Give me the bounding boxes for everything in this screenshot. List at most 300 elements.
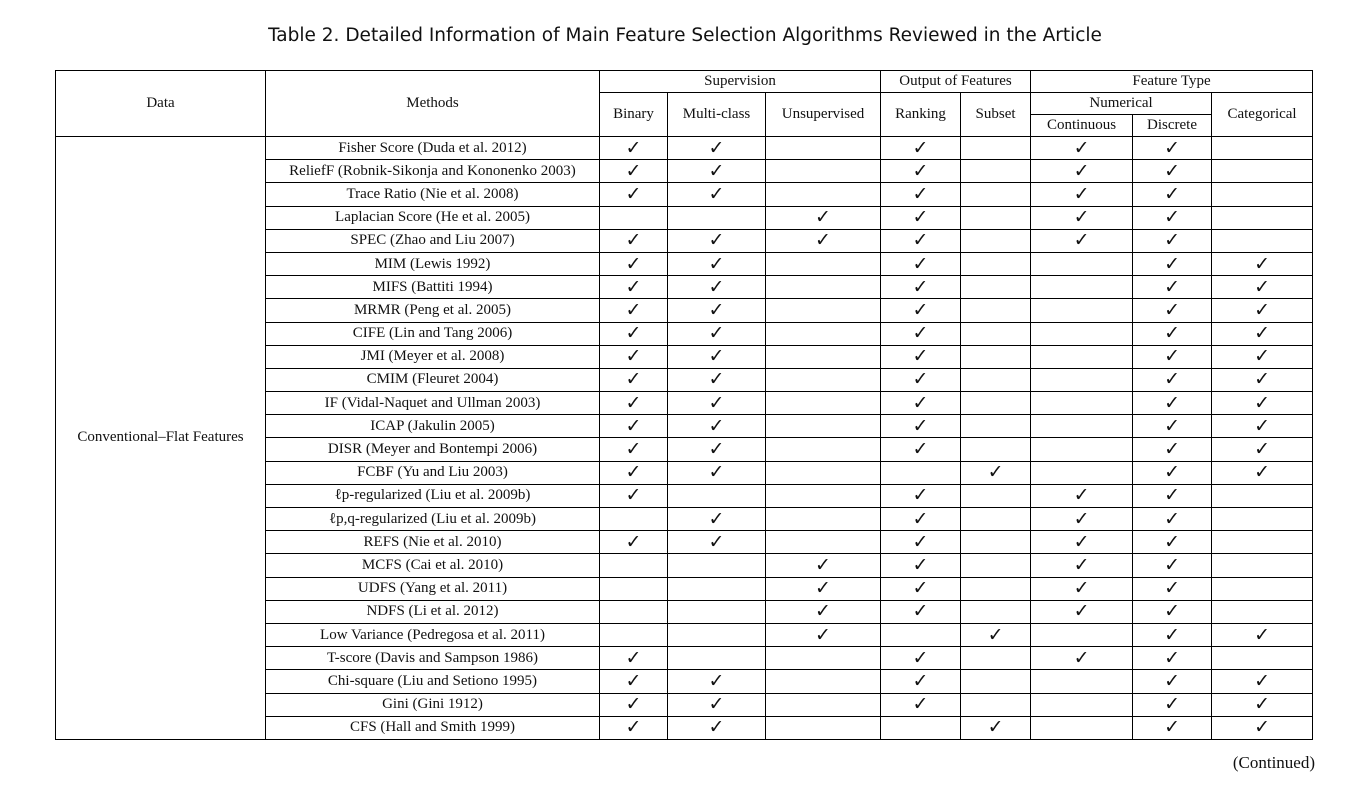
checkmark-icon: ✓ xyxy=(815,577,831,600)
method-cell: NDFS (Li et al. 2012) xyxy=(266,600,600,623)
cell-ranking xyxy=(881,484,961,507)
checkmark-icon: ✓ xyxy=(912,414,929,437)
checkmark-icon: ✓ xyxy=(1254,322,1270,345)
method-cell: UDFS (Yang et al. 2011) xyxy=(266,577,600,600)
header-methods: Methods xyxy=(266,71,600,137)
checkmark-icon: ✓ xyxy=(1164,693,1180,716)
cell-discrete xyxy=(1133,461,1212,484)
cell-categorical xyxy=(1212,716,1313,739)
cell-subset xyxy=(961,415,1031,438)
cell-multiclass xyxy=(668,229,766,252)
checkmark-icon: ✓ xyxy=(708,182,725,205)
checkmark-icon: ✓ xyxy=(625,391,642,414)
cell-discrete xyxy=(1133,647,1212,670)
data-group-cell: Conventional–Flat Features xyxy=(56,137,266,740)
checkmark-icon: ✓ xyxy=(625,530,642,553)
table-row xyxy=(56,137,1313,160)
checkmark-icon: ✓ xyxy=(1164,159,1180,182)
checkmark-icon: ✓ xyxy=(912,252,929,275)
cell-multiclass xyxy=(668,415,766,438)
checkmark-icon: ✓ xyxy=(708,368,725,391)
cell-continuous xyxy=(1031,647,1133,670)
cell-multiclass xyxy=(668,137,766,160)
cell-subset xyxy=(961,716,1031,739)
cell-multiclass xyxy=(668,647,766,670)
cell-ranking xyxy=(881,716,961,739)
cell-continuous xyxy=(1031,670,1133,693)
checkmark-icon: ✓ xyxy=(708,693,725,716)
cell-categorical xyxy=(1212,693,1313,716)
cell-continuous xyxy=(1031,623,1133,646)
cell-binary xyxy=(600,508,668,531)
checkmark-icon: ✓ xyxy=(912,206,929,229)
cell-multiclass xyxy=(668,345,766,368)
method-cell: MIM (Lewis 1992) xyxy=(266,252,600,275)
cell-categorical xyxy=(1212,160,1313,183)
checkmark-icon: ✓ xyxy=(912,600,929,623)
cell-binary xyxy=(600,345,668,368)
checkmark-icon: ✓ xyxy=(625,693,642,716)
header-supervision: Supervision xyxy=(600,71,881,93)
checkmark-icon: ✓ xyxy=(912,484,929,507)
checkmark-icon: ✓ xyxy=(1254,298,1270,321)
checkmark-icon: ✓ xyxy=(1073,182,1090,205)
cell-binary xyxy=(600,554,668,577)
checkmark-icon: ✓ xyxy=(1254,669,1270,692)
cell-subset xyxy=(961,508,1031,531)
checkmark-icon: ✓ xyxy=(1164,461,1180,484)
cell-unsupervised xyxy=(766,276,881,299)
checkmark-icon: ✓ xyxy=(1073,159,1090,182)
cell-binary xyxy=(600,647,668,670)
cell-continuous xyxy=(1031,531,1133,554)
cell-discrete xyxy=(1133,600,1212,623)
checkmark-icon: ✓ xyxy=(708,136,725,159)
continued-note: (Continued) xyxy=(1232,753,1315,772)
method-cell: SPEC (Zhao and Liu 2007) xyxy=(266,229,600,252)
cell-binary xyxy=(600,392,668,415)
cell-categorical xyxy=(1212,229,1313,252)
checkmark-icon: ✓ xyxy=(1073,577,1090,600)
cell-continuous xyxy=(1031,299,1133,322)
cell-subset xyxy=(961,368,1031,391)
cell-continuous xyxy=(1031,554,1133,577)
cell-categorical xyxy=(1212,415,1313,438)
cell-categorical xyxy=(1212,438,1313,461)
cell-unsupervised xyxy=(766,160,881,183)
cell-unsupervised xyxy=(766,392,881,415)
cell-continuous xyxy=(1031,693,1133,716)
cell-continuous xyxy=(1031,461,1133,484)
cell-subset xyxy=(961,647,1031,670)
cell-subset xyxy=(961,484,1031,507)
checkmark-icon: ✓ xyxy=(708,345,725,368)
cell-categorical xyxy=(1212,392,1313,415)
cell-multiclass xyxy=(668,276,766,299)
cell-continuous xyxy=(1031,137,1133,160)
checkmark-icon: ✓ xyxy=(912,693,929,716)
method-cell: REFS (Nie et al. 2010) xyxy=(266,531,600,554)
checkmark-icon: ✓ xyxy=(625,716,642,739)
cell-ranking xyxy=(881,183,961,206)
checkmark-icon: ✓ xyxy=(987,461,1004,484)
checkmark-icon: ✓ xyxy=(708,391,725,414)
cell-binary xyxy=(600,600,668,623)
cell-ranking xyxy=(881,415,961,438)
method-cell: ℓp,q-regularized (Liu et al. 2009b) xyxy=(266,508,600,531)
checkmark-icon: ✓ xyxy=(1073,507,1090,530)
checkmark-icon: ✓ xyxy=(1164,484,1180,507)
cell-ranking xyxy=(881,438,961,461)
cell-subset xyxy=(961,276,1031,299)
cell-multiclass xyxy=(668,392,766,415)
cell-categorical xyxy=(1212,276,1313,299)
cell-categorical xyxy=(1212,647,1313,670)
checkmark-icon: ✓ xyxy=(625,136,642,159)
cell-categorical xyxy=(1212,600,1313,623)
header-multiclass: Multi-class xyxy=(668,93,766,137)
cell-multiclass xyxy=(668,368,766,391)
cell-categorical xyxy=(1212,554,1313,577)
cell-continuous xyxy=(1031,276,1133,299)
cell-categorical xyxy=(1212,368,1313,391)
cell-categorical xyxy=(1212,508,1313,531)
cell-subset xyxy=(961,183,1031,206)
table-header xyxy=(56,71,1313,137)
cell-subset xyxy=(961,160,1031,183)
cell-discrete xyxy=(1133,299,1212,322)
cell-unsupervised xyxy=(766,554,881,577)
cell-binary xyxy=(600,670,668,693)
checkmark-icon: ✓ xyxy=(1073,600,1090,623)
cell-ranking xyxy=(881,299,961,322)
method-cell: MCFS (Cai et al. 2010) xyxy=(266,554,600,577)
checkmark-icon: ✓ xyxy=(912,577,929,600)
checkmark-icon: ✓ xyxy=(1164,553,1180,576)
cell-unsupervised xyxy=(766,461,881,484)
cell-multiclass xyxy=(668,206,766,229)
method-cell: ℓp-regularized (Liu et al. 2009b) xyxy=(266,484,600,507)
checkmark-icon: ✓ xyxy=(1254,693,1270,716)
cell-subset xyxy=(961,137,1031,160)
cell-categorical xyxy=(1212,322,1313,345)
checkmark-icon: ✓ xyxy=(987,623,1004,646)
checkmark-icon: ✓ xyxy=(1254,391,1270,414)
cell-unsupervised xyxy=(766,600,881,623)
cell-discrete xyxy=(1133,252,1212,275)
cell-binary xyxy=(600,160,668,183)
cell-continuous xyxy=(1031,368,1133,391)
cell-categorical xyxy=(1212,183,1313,206)
method-cell: CMIM (Fleuret 2004) xyxy=(266,368,600,391)
method-cell: FCBF (Yu and Liu 2003) xyxy=(266,461,600,484)
cell-subset xyxy=(961,670,1031,693)
cell-multiclass xyxy=(668,461,766,484)
cell-unsupervised xyxy=(766,508,881,531)
header-data: Data xyxy=(56,71,266,137)
method-cell: T-score (Davis and Sampson 1986) xyxy=(266,647,600,670)
cell-multiclass xyxy=(668,484,766,507)
cell-discrete xyxy=(1133,229,1212,252)
method-cell: MIFS (Battiti 1994) xyxy=(266,276,600,299)
checkmark-icon: ✓ xyxy=(1164,716,1180,739)
checkmark-icon: ✓ xyxy=(708,461,725,484)
cell-binary xyxy=(600,623,668,646)
cell-unsupervised xyxy=(766,531,881,554)
cell-binary xyxy=(600,368,668,391)
feature-selection-table xyxy=(55,70,1313,740)
cell-subset xyxy=(961,299,1031,322)
checkmark-icon: ✓ xyxy=(1254,368,1270,391)
checkmark-icon: ✓ xyxy=(1164,252,1180,275)
checkmark-icon: ✓ xyxy=(1164,391,1180,414)
cell-ranking xyxy=(881,554,961,577)
cell-binary xyxy=(600,206,668,229)
cell-subset xyxy=(961,577,1031,600)
checkmark-icon: ✓ xyxy=(1254,345,1270,368)
checkmark-icon: ✓ xyxy=(708,530,725,553)
checkmark-icon: ✓ xyxy=(1164,530,1180,553)
cell-unsupervised xyxy=(766,438,881,461)
cell-binary xyxy=(600,299,668,322)
cell-subset xyxy=(961,252,1031,275)
cell-discrete xyxy=(1133,415,1212,438)
cell-continuous xyxy=(1031,508,1133,531)
cell-unsupervised xyxy=(766,716,881,739)
cell-subset xyxy=(961,438,1031,461)
cell-multiclass xyxy=(668,554,766,577)
cell-categorical xyxy=(1212,531,1313,554)
cell-continuous xyxy=(1031,252,1133,275)
checkmark-icon: ✓ xyxy=(625,669,642,692)
cell-continuous xyxy=(1031,484,1133,507)
cell-unsupervised xyxy=(766,647,881,670)
cell-multiclass xyxy=(668,531,766,554)
cell-unsupervised xyxy=(766,322,881,345)
checkmark-icon: ✓ xyxy=(625,461,642,484)
checkmark-icon: ✓ xyxy=(1164,600,1180,623)
header-output-of-features: Output of Features xyxy=(881,71,1031,93)
cell-subset xyxy=(961,206,1031,229)
cell-unsupervised xyxy=(766,670,881,693)
cell-subset xyxy=(961,345,1031,368)
cell-categorical xyxy=(1212,345,1313,368)
cell-discrete xyxy=(1133,508,1212,531)
method-cell: Laplacian Score (He et al. 2005) xyxy=(266,206,600,229)
cell-binary xyxy=(600,531,668,554)
header-feature-type: Feature Type xyxy=(1031,71,1313,93)
cell-continuous xyxy=(1031,438,1133,461)
cell-ranking xyxy=(881,229,961,252)
method-cell: JMI (Meyer et al. 2008) xyxy=(266,345,600,368)
checkmark-icon: ✓ xyxy=(1164,577,1180,600)
checkmark-icon: ✓ xyxy=(625,252,642,275)
checkmark-icon: ✓ xyxy=(912,136,929,159)
cell-unsupervised xyxy=(766,252,881,275)
checkmark-icon: ✓ xyxy=(708,414,725,437)
checkmark-icon: ✓ xyxy=(912,438,929,461)
checkmark-icon: ✓ xyxy=(1164,669,1180,692)
cell-unsupervised xyxy=(766,183,881,206)
checkmark-icon: ✓ xyxy=(625,646,642,669)
checkmark-icon: ✓ xyxy=(625,322,642,345)
checkmark-icon: ✓ xyxy=(1164,345,1180,368)
cell-categorical xyxy=(1212,137,1313,160)
checkmark-icon: ✓ xyxy=(912,159,929,182)
cell-subset xyxy=(961,392,1031,415)
cell-ranking xyxy=(881,160,961,183)
checkmark-icon: ✓ xyxy=(625,438,642,461)
cell-discrete xyxy=(1133,345,1212,368)
cell-ranking xyxy=(881,276,961,299)
checkmark-icon: ✓ xyxy=(1164,275,1180,298)
cell-binary xyxy=(600,137,668,160)
cell-categorical xyxy=(1212,206,1313,229)
cell-discrete xyxy=(1133,160,1212,183)
checkmark-icon: ✓ xyxy=(708,669,725,692)
cell-subset xyxy=(961,461,1031,484)
method-cell: Chi-square (Liu and Setiono 1995) xyxy=(266,670,600,693)
cell-subset xyxy=(961,322,1031,345)
cell-ranking xyxy=(881,252,961,275)
cell-binary xyxy=(600,693,668,716)
checkmark-icon: ✓ xyxy=(1254,275,1270,298)
checkmark-icon: ✓ xyxy=(912,646,929,669)
cell-discrete xyxy=(1133,554,1212,577)
checkmark-icon: ✓ xyxy=(912,322,929,345)
checkmark-icon: ✓ xyxy=(625,484,642,507)
cell-continuous xyxy=(1031,229,1133,252)
method-cell: MRMR (Peng et al. 2005) xyxy=(266,299,600,322)
method-cell: DISR (Meyer and Bontempi 2006) xyxy=(266,438,600,461)
checkmark-icon: ✓ xyxy=(912,530,929,553)
checkmark-icon: ✓ xyxy=(708,298,725,321)
cell-multiclass xyxy=(668,160,766,183)
cell-unsupervised xyxy=(766,623,881,646)
cell-multiclass xyxy=(668,299,766,322)
method-cell: CIFE (Lin and Tang 2006) xyxy=(266,322,600,345)
cell-ranking xyxy=(881,392,961,415)
checkmark-icon: ✓ xyxy=(912,298,929,321)
cell-continuous xyxy=(1031,206,1133,229)
checkmark-icon: ✓ xyxy=(912,229,929,252)
checkmark-icon: ✓ xyxy=(708,438,725,461)
checkmark-icon: ✓ xyxy=(1164,368,1180,391)
checkmark-icon: ✓ xyxy=(1073,229,1090,252)
cell-discrete xyxy=(1133,276,1212,299)
cell-subset xyxy=(961,229,1031,252)
checkmark-icon: ✓ xyxy=(708,322,725,345)
cell-binary xyxy=(600,229,668,252)
checkmark-icon: ✓ xyxy=(708,716,725,739)
checkmark-icon: ✓ xyxy=(708,159,725,182)
cell-ranking xyxy=(881,345,961,368)
cell-binary xyxy=(600,484,668,507)
cell-discrete xyxy=(1133,137,1212,160)
method-cell: ReliefF (Robnik-Sikonja and Kononenko 2003) xyxy=(266,160,600,183)
method-cell: Fisher Score (Duda et al. 2012) xyxy=(266,137,600,160)
cell-categorical xyxy=(1212,670,1313,693)
method-cell: Low Variance (Pedregosa et al. 2011) xyxy=(266,623,600,646)
cell-continuous xyxy=(1031,160,1133,183)
method-cell: CFS (Hall and Smith 1999) xyxy=(266,716,600,739)
table-caption: Table 2. Detailed Information of Main Feature Selection Algorithms Reviewed in the Article xyxy=(268,25,1102,46)
method-cell: Trace Ratio (Nie et al. 2008) xyxy=(266,183,600,206)
checkmark-icon: ✓ xyxy=(912,275,929,298)
header-ranking: Ranking xyxy=(881,93,961,137)
cell-ranking xyxy=(881,647,961,670)
cell-ranking xyxy=(881,577,961,600)
checkmark-icon: ✓ xyxy=(1164,646,1180,669)
cell-continuous xyxy=(1031,716,1133,739)
checkmark-icon: ✓ xyxy=(912,391,929,414)
cell-unsupervised xyxy=(766,206,881,229)
checkmark-icon: ✓ xyxy=(912,669,929,692)
header-categorical: Categorical xyxy=(1212,93,1313,137)
cell-discrete xyxy=(1133,183,1212,206)
checkmark-icon: ✓ xyxy=(912,507,929,530)
checkmark-icon: ✓ xyxy=(815,600,831,623)
cell-multiclass xyxy=(668,508,766,531)
checkmark-icon: ✓ xyxy=(1164,206,1180,229)
header-numerical: Numerical xyxy=(1031,93,1212,115)
checkmark-icon: ✓ xyxy=(625,182,642,205)
cell-ranking xyxy=(881,531,961,554)
checkmark-icon: ✓ xyxy=(625,275,642,298)
header-discrete: Discrete xyxy=(1133,115,1212,137)
cell-binary xyxy=(600,322,668,345)
cell-ranking xyxy=(881,508,961,531)
method-cell: IF (Vidal-Naquet and Ullman 2003) xyxy=(266,392,600,415)
cell-multiclass xyxy=(668,438,766,461)
checkmark-icon: ✓ xyxy=(625,298,642,321)
cell-continuous xyxy=(1031,600,1133,623)
checkmark-icon: ✓ xyxy=(1073,484,1090,507)
cell-discrete xyxy=(1133,368,1212,391)
checkmark-icon: ✓ xyxy=(1164,322,1180,345)
cell-discrete xyxy=(1133,206,1212,229)
header-continuous: Continuous xyxy=(1031,115,1133,137)
cell-discrete xyxy=(1133,322,1212,345)
checkmark-icon: ✓ xyxy=(1073,530,1090,553)
checkmark-icon: ✓ xyxy=(1164,507,1180,530)
cell-continuous xyxy=(1031,392,1133,415)
checkmark-icon: ✓ xyxy=(912,182,929,205)
cell-ranking xyxy=(881,137,961,160)
cell-discrete xyxy=(1133,623,1212,646)
header-subset: Subset xyxy=(961,93,1031,137)
cell-continuous xyxy=(1031,183,1133,206)
cell-discrete xyxy=(1133,531,1212,554)
cell-multiclass xyxy=(668,183,766,206)
checkmark-icon: ✓ xyxy=(1164,136,1180,159)
checkmark-icon: ✓ xyxy=(1073,646,1090,669)
cell-multiclass xyxy=(668,623,766,646)
cell-subset xyxy=(961,531,1031,554)
cell-discrete xyxy=(1133,438,1212,461)
checkmark-icon: ✓ xyxy=(987,716,1004,739)
checkmark-icon: ✓ xyxy=(815,229,831,252)
checkmark-icon: ✓ xyxy=(1164,414,1180,437)
checkmark-icon: ✓ xyxy=(1254,461,1270,484)
checkmark-icon: ✓ xyxy=(1254,438,1270,461)
cell-binary xyxy=(600,438,668,461)
cell-ranking xyxy=(881,600,961,623)
cell-multiclass xyxy=(668,693,766,716)
checkmark-icon: ✓ xyxy=(625,368,642,391)
checkmark-icon: ✓ xyxy=(912,553,929,576)
checkmark-icon: ✓ xyxy=(708,507,725,530)
